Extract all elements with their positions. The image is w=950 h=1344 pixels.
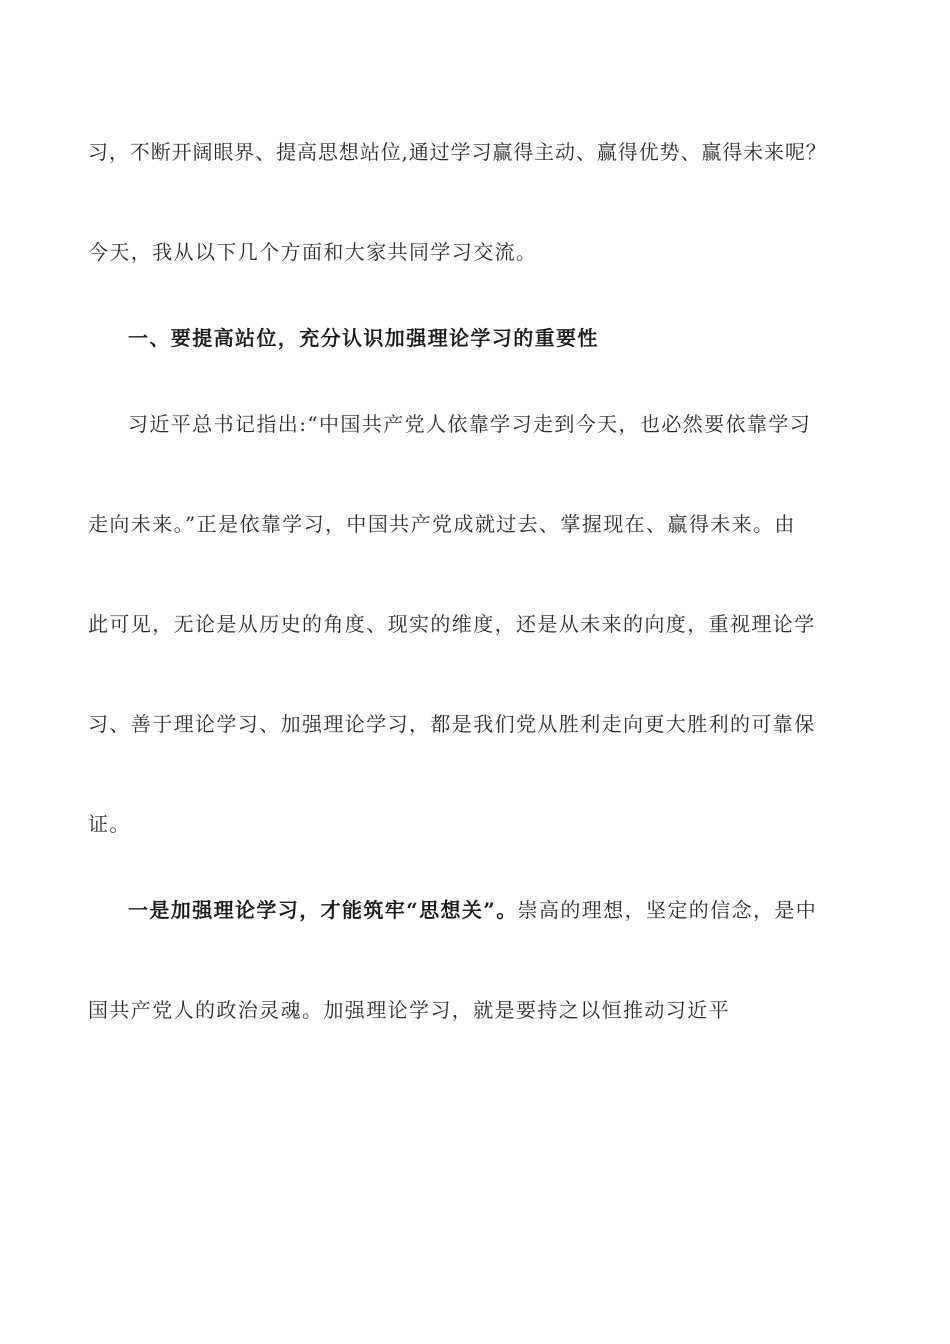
- body-text-line: 此可见，无论是从历史的角度、现实的维度，还是从未来的向度，重视理论学: [88, 612, 816, 636]
- body-text-line: 习，不断开阔眼界、提高思想站位,通过学习赢得主动、赢得优势、赢得未来呢？: [88, 140, 827, 164]
- paragraph-text: 崇高的理想，坚定的信念，是中: [517, 898, 818, 922]
- body-text-line: 习、善于理论学习、加强理论学习，都是我们党从胜利走向更大胜利的可靠保: [88, 712, 816, 736]
- body-text-line: 国共产党人的政治灵魂。加强理论学习，就是要持之以恒推动习近平: [88, 998, 730, 1022]
- body-text-line: 证。: [88, 812, 131, 836]
- body-text-line: 今天，我从以下几个方面和大家共同学习交流。: [88, 240, 538, 264]
- paragraph-line: [128, 896, 878, 924]
- section-heading: 一、要提高站位，充分认识加强理论学习的重要性: [128, 326, 599, 350]
- body-text-line: 习近平总书记指出:“中国共产党人依靠学习走到今天，也必然要依靠学习: [128, 412, 812, 436]
- paragraph-bold-lead: 一是加强理论学习，才能筑牢“思想关”。: [128, 898, 518, 922]
- body-text-line: 走向未来。”正是依靠学习，中国共产党成就过去、掌握现在、赢得未来。由: [88, 512, 796, 536]
